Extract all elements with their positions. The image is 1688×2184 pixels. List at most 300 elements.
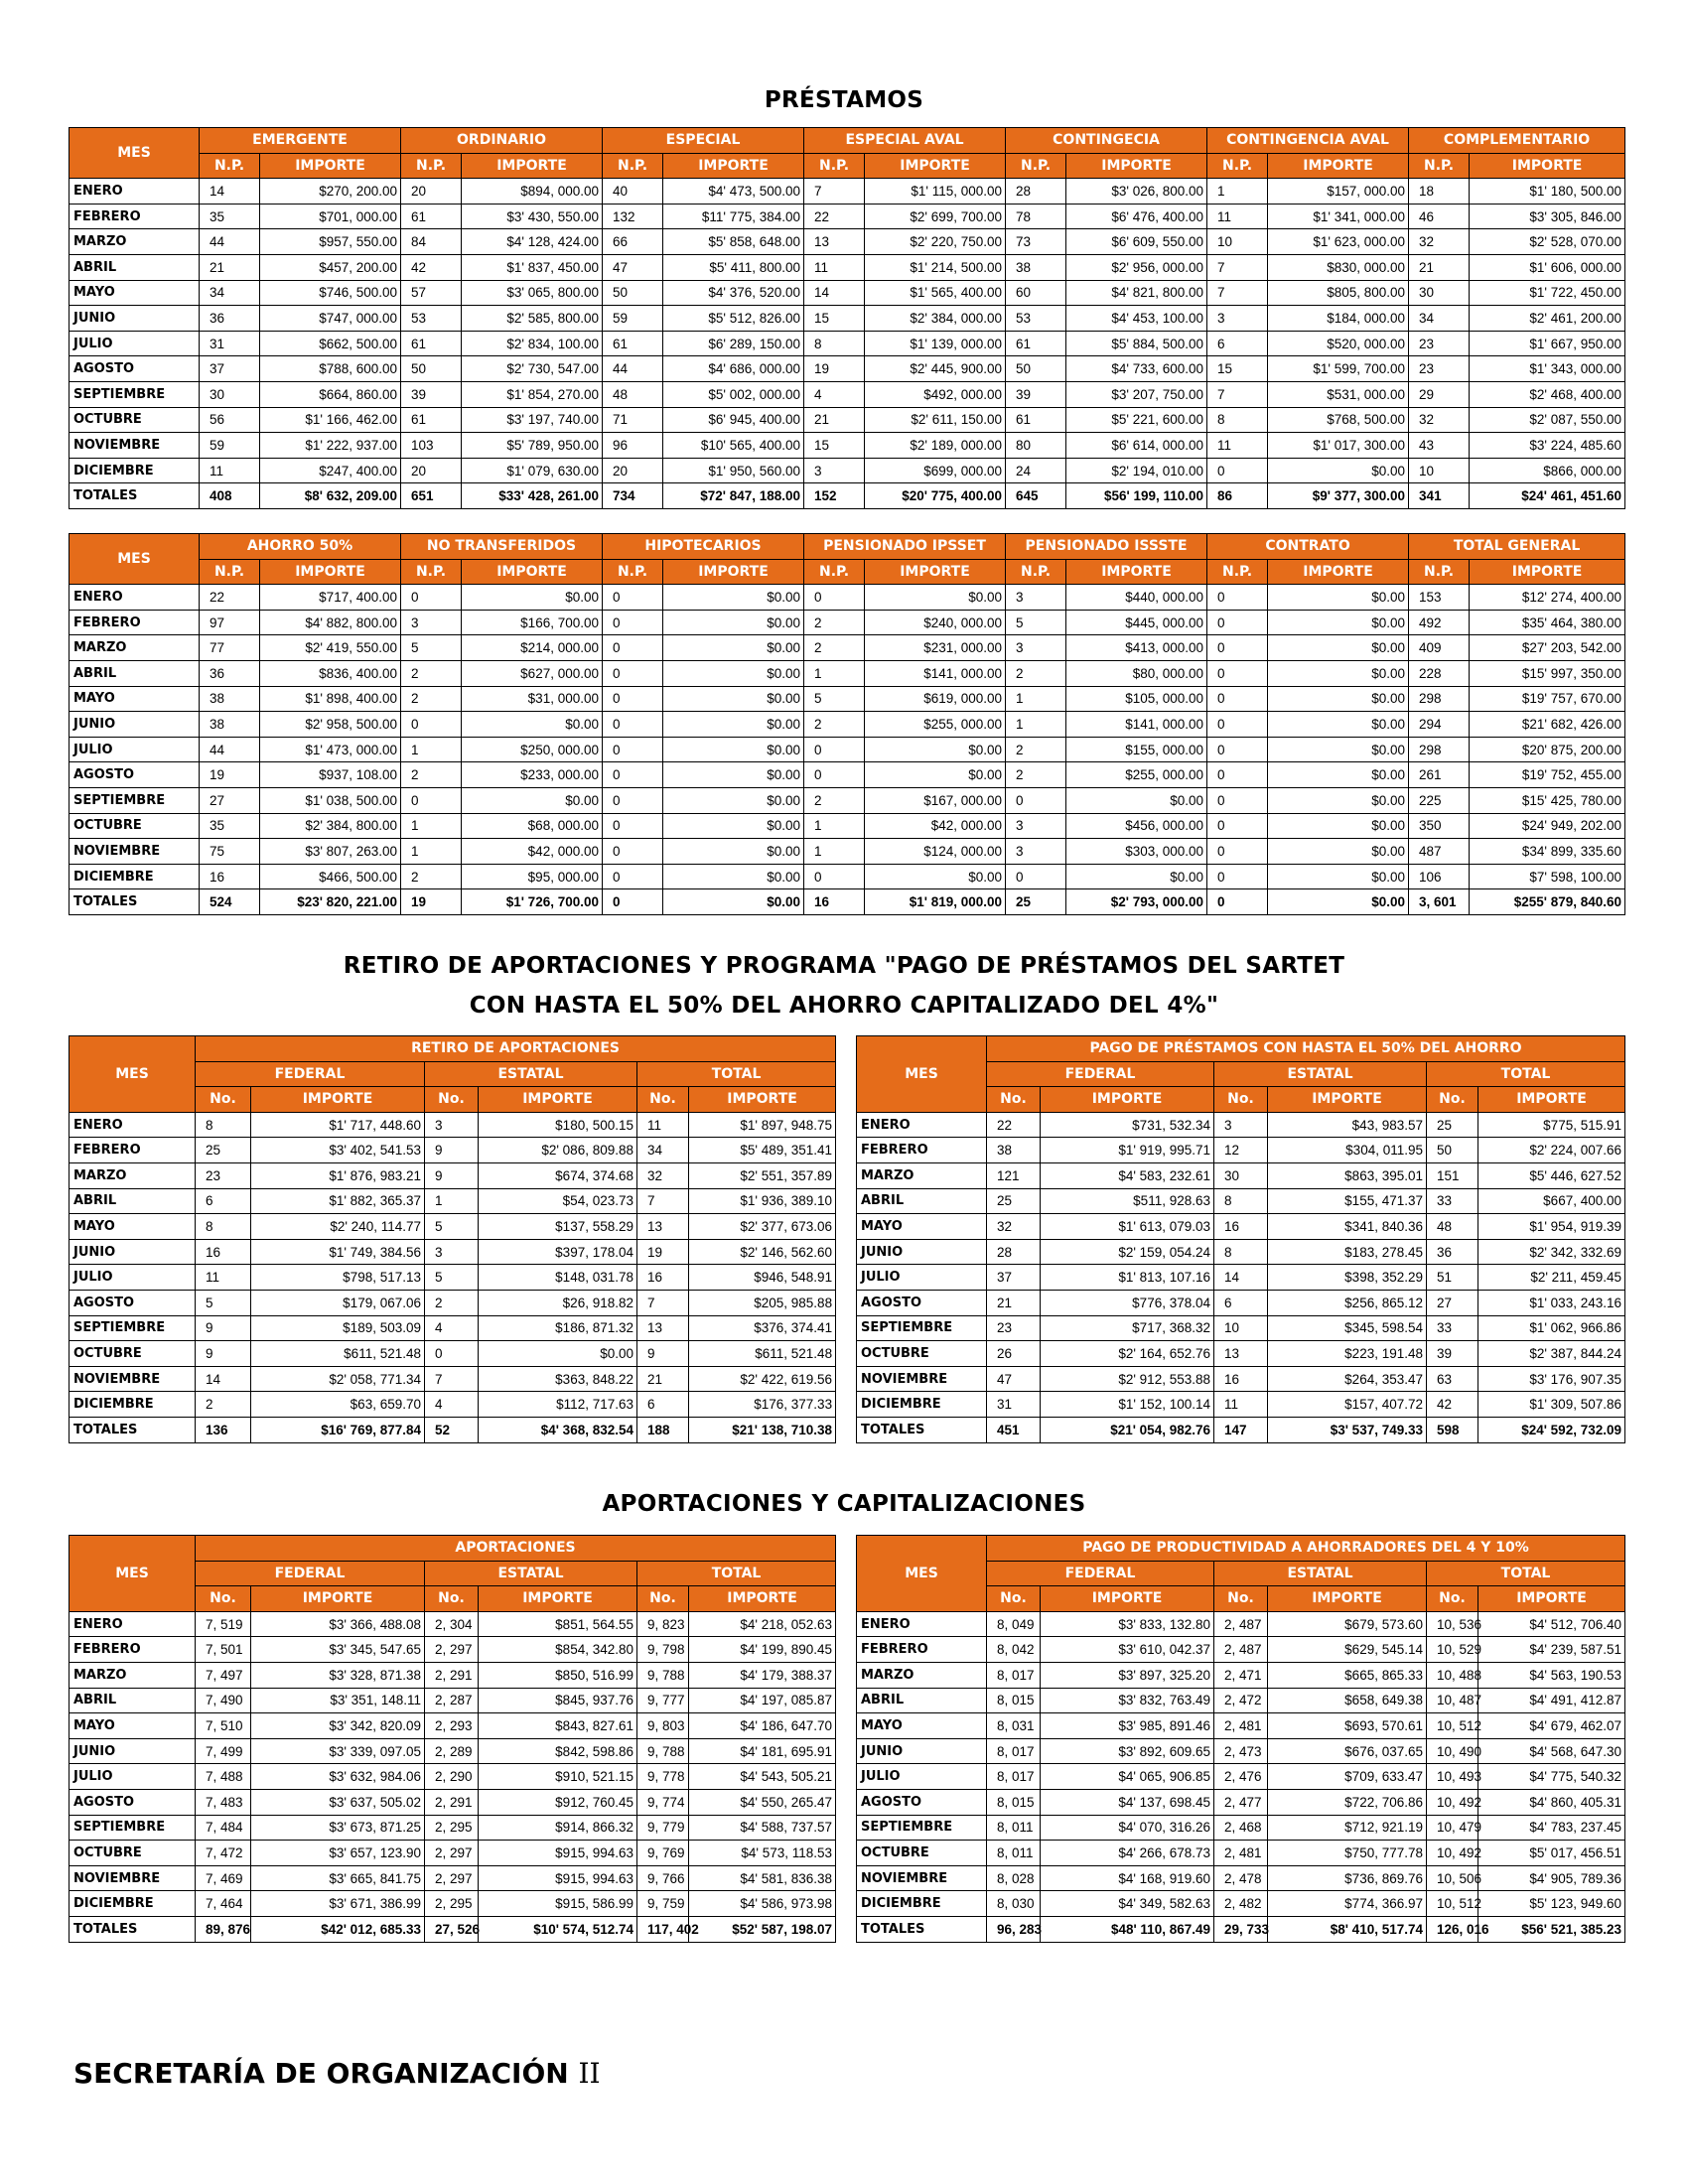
amount-cell: $2' 146, 562.60 — [689, 1239, 836, 1265]
amount-cell: $4' 775, 540.32 — [1478, 1764, 1625, 1790]
header-importe: IMPORTE — [865, 153, 1006, 179]
count-cell: 8, 031 — [987, 1713, 1041, 1739]
count-cell: 63 — [1427, 1366, 1478, 1392]
month-label: JUNIO — [857, 1738, 987, 1764]
table-prestamos-1 — [69, 127, 1624, 509]
amount-cell: $866, 000.00 — [1470, 458, 1625, 483]
header-importe: IMPORTE — [1041, 1087, 1214, 1113]
amount-cell: $1' 722, 450.00 — [1470, 280, 1625, 306]
title-prestamos: PRÉSTAMOS — [764, 87, 924, 113]
amount-cell: $95, 000.00 — [462, 864, 603, 889]
count-cell: 8, 011 — [987, 1841, 1041, 1866]
table-row — [857, 1688, 1625, 1713]
count-cell: 30 — [200, 381, 260, 407]
table-row — [857, 1841, 1625, 1866]
amount-cell: $26, 918.82 — [479, 1290, 637, 1315]
count-cell: 96, 283 — [987, 1916, 1041, 1942]
amount-cell: $4' 473, 500.00 — [663, 179, 804, 205]
table-row — [70, 204, 1625, 229]
count-cell: 0 — [425, 1341, 479, 1367]
month-label: FEBRERO — [70, 1138, 196, 1163]
table-prestamos-2 — [69, 533, 1624, 915]
table-row — [857, 1366, 1625, 1392]
table-productividad — [856, 1535, 1624, 1943]
month-label: SEPTIEMBRE — [857, 1815, 987, 1841]
count-cell: 14 — [1214, 1265, 1268, 1291]
table-row — [857, 1392, 1625, 1418]
amount-cell: $4' 376, 520.00 — [663, 280, 804, 306]
header-importe: IMPORTE — [1268, 1087, 1427, 1113]
title-retiro-line1: RETIRO DE APORTACIONES Y PROGRAMA "PAGO DE PRÉSTAMOS DEL SARTET — [343, 953, 1345, 979]
count-cell: 1 — [804, 660, 865, 686]
count-cell: 50 — [1006, 356, 1066, 382]
count-cell: 11 — [1207, 204, 1268, 229]
amount-cell: $4' 568, 647.30 — [1478, 1738, 1625, 1764]
amount-cell: $4' 550, 265.47 — [689, 1789, 836, 1815]
count-cell: 0 — [603, 864, 663, 889]
table-row — [857, 1290, 1625, 1315]
amount-cell: $247, 400.00 — [260, 458, 401, 483]
amount-cell: $21' 138, 710.38 — [689, 1417, 836, 1442]
amount-cell: $851, 564.55 — [479, 1611, 637, 1637]
table-row — [70, 1891, 836, 1917]
amount-cell: $2' 956, 000.00 — [1066, 254, 1207, 280]
count-cell: 37 — [200, 356, 260, 382]
table-row — [70, 1637, 836, 1663]
header-total: TOTAL — [637, 1061, 836, 1087]
count-cell: 7, 501 — [196, 1637, 251, 1663]
amount-cell: $0.00 — [663, 712, 804, 738]
amount-cell: $946, 548.91 — [689, 1265, 836, 1291]
amount-cell: $0.00 — [1268, 787, 1409, 813]
count-cell: 28 — [1006, 179, 1066, 205]
amount-cell: $3' 892, 609.65 — [1041, 1738, 1214, 1764]
count-cell: 38 — [200, 712, 260, 738]
month-label: AGOSTO — [70, 1789, 196, 1815]
amount-cell: $1' 854, 270.00 — [462, 381, 603, 407]
amount-cell: $3' 671, 386.99 — [251, 1891, 425, 1917]
title-retiro-line2: CON HASTA EL 50% DEL AHORRO CAPITALIZADO DEL 4%" — [469, 993, 1219, 1019]
count-cell: 10, 492 — [1427, 1841, 1478, 1866]
month-label: NOVIEMBRE — [70, 433, 200, 459]
header-importe: IMPORTE — [462, 559, 603, 585]
amount-cell: $250, 000.00 — [462, 737, 603, 762]
header-importe: IMPORTE — [251, 1586, 425, 1612]
amount-cell: $894, 000.00 — [462, 179, 603, 205]
month-label: SEPTIEMBRE — [70, 1315, 196, 1341]
amount-cell: $166, 700.00 — [462, 610, 603, 635]
header-group: CONTINGECIA — [1006, 128, 1207, 154]
count-cell: 524 — [200, 889, 260, 915]
month-label: MARZO — [70, 1162, 196, 1188]
month-label: NOVIEMBRE — [857, 1865, 987, 1891]
amount-cell: $3' 342, 820.09 — [251, 1713, 425, 1739]
count-cell: 8 — [196, 1214, 251, 1240]
table-row — [857, 1239, 1625, 1265]
count-cell: 20 — [401, 179, 462, 205]
amount-cell: $34' 899, 335.60 — [1470, 839, 1625, 865]
month-label: TOTALES — [70, 889, 200, 915]
amount-cell: $1' 950, 560.00 — [663, 458, 804, 483]
amount-cell: $214, 000.00 — [462, 635, 603, 661]
amount-cell: $141, 000.00 — [865, 660, 1006, 686]
amount-cell: $80, 000.00 — [1066, 660, 1207, 686]
amount-cell: $937, 108.00 — [260, 762, 401, 788]
header-total: TOTAL — [1427, 1561, 1625, 1586]
count-cell: 27 — [1427, 1290, 1478, 1315]
count-cell: 35 — [200, 813, 260, 839]
count-cell: 408 — [200, 483, 260, 509]
amount-cell: $1' 343, 000.00 — [1470, 356, 1625, 382]
count-cell: 38 — [987, 1138, 1041, 1163]
count-cell: 96 — [603, 433, 663, 459]
count-cell: 5 — [401, 635, 462, 661]
count-cell: 73 — [1006, 229, 1066, 255]
amount-cell: $4' 186, 647.70 — [689, 1713, 836, 1739]
table-row — [857, 1738, 1625, 1764]
header-group: NO TRANSFERIDOS — [401, 534, 603, 560]
amount-cell: $611, 521.48 — [689, 1341, 836, 1367]
month-label: ABRIL — [70, 1188, 196, 1214]
amount-cell: $48' 110, 867.49 — [1041, 1916, 1214, 1942]
amount-cell: $3' 430, 550.00 — [462, 204, 603, 229]
table-row — [857, 1265, 1625, 1291]
month-label: MAYO — [857, 1713, 987, 1739]
count-cell: 16 — [200, 864, 260, 889]
amount-cell: $233, 000.00 — [462, 762, 603, 788]
count-cell: 3 — [1006, 839, 1066, 865]
count-cell: 16 — [1214, 1366, 1268, 1392]
amount-cell: $4' 065, 906.85 — [1041, 1764, 1214, 1790]
count-cell: 0 — [401, 585, 462, 611]
count-cell: 42 — [1427, 1392, 1478, 1418]
table-row — [70, 737, 1625, 762]
count-cell: 34 — [1409, 306, 1470, 332]
count-cell: 2, 297 — [425, 1865, 479, 1891]
count-cell: 117, 402 — [637, 1916, 689, 1942]
amount-cell: $4' 137, 698.45 — [1041, 1789, 1214, 1815]
amount-cell: $2' 220, 750.00 — [865, 229, 1006, 255]
count-cell: 152 — [804, 483, 865, 509]
amount-cell: $3' 897, 325.20 — [1041, 1662, 1214, 1688]
amount-cell: $456, 000.00 — [1066, 813, 1207, 839]
month-label: AGOSTO — [70, 1290, 196, 1315]
amount-cell: $52' 587, 198.07 — [689, 1916, 836, 1942]
amount-cell: $4' 179, 388.37 — [689, 1662, 836, 1688]
count-cell: 2 — [401, 762, 462, 788]
month-label: TOTALES — [857, 1417, 987, 1442]
count-cell: 1 — [401, 839, 462, 865]
month-label: JULIO — [857, 1764, 987, 1790]
count-cell: 47 — [987, 1366, 1041, 1392]
amount-cell: $1' 882, 365.37 — [251, 1188, 425, 1214]
amount-cell: $56' 521, 385.23 — [1478, 1916, 1625, 1942]
amount-cell: $1' 079, 630.00 — [462, 458, 603, 483]
count-cell: 7, 499 — [196, 1738, 251, 1764]
amount-cell: $4' 583, 232.61 — [1041, 1162, 1214, 1188]
amount-cell: $413, 000.00 — [1066, 635, 1207, 661]
count-cell: 8 — [1214, 1188, 1268, 1214]
amount-cell: $157, 000.00 — [1268, 179, 1409, 205]
count-cell: 9, 788 — [637, 1738, 689, 1764]
header-np: N.P. — [401, 559, 462, 585]
count-cell: 11 — [637, 1112, 689, 1138]
table-row — [857, 1341, 1625, 1367]
amount-cell: $4' 581, 836.38 — [689, 1865, 836, 1891]
amount-cell: $4' 128, 424.00 — [462, 229, 603, 255]
amount-cell: $3' 197, 740.00 — [462, 407, 603, 433]
amount-cell: $2' 834, 100.00 — [462, 331, 603, 356]
amount-cell: $0.00 — [663, 610, 804, 635]
count-cell: 10 — [1409, 458, 1470, 483]
count-cell: 38 — [200, 686, 260, 712]
header-no: No. — [637, 1087, 689, 1113]
count-cell: 0 — [603, 889, 663, 915]
count-cell: 7, 483 — [196, 1789, 251, 1815]
month-label: MAYO — [70, 1214, 196, 1240]
count-cell: 59 — [200, 433, 260, 459]
amount-cell: $0.00 — [663, 839, 804, 865]
totals-row — [70, 1417, 836, 1442]
table-row — [857, 1713, 1625, 1739]
table-row — [857, 1214, 1625, 1240]
count-cell: 33 — [1427, 1315, 1478, 1341]
header-np: N.P. — [1006, 153, 1066, 179]
count-cell: 7 — [425, 1366, 479, 1392]
count-cell: 2, 289 — [425, 1738, 479, 1764]
amount-cell: $2' 377, 673.06 — [689, 1214, 836, 1240]
amount-cell: $1' 606, 000.00 — [1470, 254, 1625, 280]
amount-cell: $176, 377.33 — [689, 1392, 836, 1418]
count-cell: 0 — [1207, 762, 1268, 788]
count-cell: 7, 488 — [196, 1764, 251, 1790]
header-mes: MES — [70, 1536, 196, 1612]
count-cell: 294 — [1409, 712, 1470, 738]
count-cell: 9 — [637, 1341, 689, 1367]
header-importe: IMPORTE — [462, 153, 603, 179]
table-row — [70, 1290, 836, 1315]
month-label: TOTALES — [70, 483, 200, 509]
count-cell: 7 — [1207, 381, 1268, 407]
amount-cell: $341, 840.36 — [1268, 1214, 1427, 1240]
amount-cell: $2' 384, 800.00 — [260, 813, 401, 839]
count-cell: 1 — [1207, 179, 1268, 205]
count-cell: 29 — [1409, 381, 1470, 407]
count-cell: 2, 468 — [1214, 1815, 1268, 1841]
count-cell: 19 — [804, 356, 865, 382]
count-cell: 11 — [1214, 1392, 1268, 1418]
amount-cell: $736, 869.76 — [1268, 1865, 1427, 1891]
header-no: No. — [987, 1087, 1041, 1113]
amount-cell: $4' 266, 678.73 — [1041, 1841, 1214, 1866]
count-cell: 2 — [425, 1290, 479, 1315]
month-label: MARZO — [70, 229, 200, 255]
count-cell: 298 — [1409, 737, 1470, 762]
count-cell: 14 — [804, 280, 865, 306]
count-cell: 27 — [200, 787, 260, 813]
month-label: AGOSTO — [70, 356, 200, 382]
month-label: MARZO — [857, 1662, 987, 1688]
count-cell: 38 — [1006, 254, 1066, 280]
header-no: No. — [637, 1586, 689, 1612]
count-cell: 50 — [401, 356, 462, 382]
amount-cell: $776, 378.04 — [1041, 1290, 1214, 1315]
month-label: ENERO — [70, 1611, 196, 1637]
amount-cell: $1' 813, 107.16 — [1041, 1265, 1214, 1291]
amount-cell: $141, 000.00 — [1066, 712, 1207, 738]
amount-cell: $0.00 — [462, 787, 603, 813]
header-np: N.P. — [200, 559, 260, 585]
amount-cell: $303, 000.00 — [1066, 839, 1207, 865]
count-cell: 32 — [1409, 407, 1470, 433]
count-cell: 2, 476 — [1214, 1764, 1268, 1790]
count-cell: 25 — [1006, 889, 1066, 915]
count-cell: 3, 601 — [1409, 889, 1470, 915]
table-row — [857, 1315, 1625, 1341]
count-cell: 19 — [200, 762, 260, 788]
count-cell: 3 — [1006, 635, 1066, 661]
count-cell: 2, 287 — [425, 1688, 479, 1713]
month-label: ENERO — [70, 1112, 196, 1138]
footer-org-text: SECRETARÍA DE ORGANIZACIÓN — [73, 2057, 569, 2090]
header-importe: IMPORTE — [251, 1087, 425, 1113]
amount-cell: $676, 037.65 — [1268, 1738, 1427, 1764]
table-row — [70, 1611, 836, 1637]
count-cell: 3 — [1006, 585, 1066, 611]
amount-cell: $830, 000.00 — [1268, 254, 1409, 280]
amount-cell: $0.00 — [663, 585, 804, 611]
count-cell: 261 — [1409, 762, 1470, 788]
amount-cell: $6' 609, 550.00 — [1066, 229, 1207, 255]
amount-cell: $511, 928.63 — [1041, 1188, 1214, 1214]
count-cell: 2, 473 — [1214, 1738, 1268, 1764]
amount-cell: $3' 807, 263.00 — [260, 839, 401, 865]
count-cell: 44 — [603, 356, 663, 382]
amount-cell: $1' 214, 500.00 — [865, 254, 1006, 280]
amount-cell: $611, 521.48 — [251, 1341, 425, 1367]
amount-cell: $1' 954, 919.39 — [1478, 1214, 1625, 1240]
count-cell: 9 — [425, 1138, 479, 1163]
amount-cell: $4' 070, 316.26 — [1041, 1815, 1214, 1841]
header-importe: IMPORTE — [1268, 153, 1409, 179]
count-cell: 8, 015 — [987, 1688, 1041, 1713]
count-cell: 16 — [1214, 1214, 1268, 1240]
count-cell: 43 — [1409, 433, 1470, 459]
header-group: PENSIONADO ISSSTE — [1006, 534, 1207, 560]
amount-cell: $0.00 — [1268, 889, 1409, 915]
count-cell: 44 — [200, 737, 260, 762]
count-cell: 29, 733 — [1214, 1916, 1268, 1942]
amount-cell: $2' 342, 332.69 — [1478, 1239, 1625, 1265]
count-cell: 2, 487 — [1214, 1611, 1268, 1637]
month-label: TOTALES — [70, 1417, 196, 1442]
amount-cell: $717, 368.32 — [1041, 1315, 1214, 1341]
count-cell: 2 — [1006, 762, 1066, 788]
amount-cell: $1' 341, 000.00 — [1268, 204, 1409, 229]
count-cell: 30 — [1214, 1162, 1268, 1188]
table-row — [70, 1239, 836, 1265]
amount-cell: $345, 598.54 — [1268, 1315, 1427, 1341]
amount-cell: $619, 000.00 — [865, 686, 1006, 712]
amount-cell: $4' 168, 919.60 — [1041, 1865, 1214, 1891]
amount-cell: $5' 789, 950.00 — [462, 433, 603, 459]
amount-cell: $3' 637, 505.02 — [251, 1789, 425, 1815]
count-cell: 5 — [425, 1214, 479, 1240]
amount-cell: $798, 517.13 — [251, 1265, 425, 1291]
count-cell: 10 — [1214, 1315, 1268, 1341]
month-label: FEBRERO — [70, 610, 200, 635]
count-cell: 132 — [603, 204, 663, 229]
month-label: DICIEMBRE — [70, 1891, 196, 1917]
amount-cell: $457, 200.00 — [260, 254, 401, 280]
amount-cell: $5' 123, 949.60 — [1478, 1891, 1625, 1917]
amount-cell: $0.00 — [479, 1341, 637, 1367]
amount-cell: $0.00 — [865, 585, 1006, 611]
amount-cell: $205, 985.88 — [689, 1290, 836, 1315]
count-cell: 0 — [804, 762, 865, 788]
header-total: TOTAL — [637, 1561, 836, 1586]
amount-cell: $4' 882, 800.00 — [260, 610, 401, 635]
header-federal: FEDERAL — [196, 1061, 425, 1087]
amount-cell: $6' 614, 000.00 — [1066, 433, 1207, 459]
header-group: AHORRO 50% — [200, 534, 401, 560]
count-cell: 0 — [1207, 787, 1268, 813]
amount-cell: $1' 115, 000.00 — [865, 179, 1006, 205]
count-cell: 80 — [1006, 433, 1066, 459]
count-cell: 2, 478 — [1214, 1865, 1268, 1891]
amount-cell: $2' 387, 844.24 — [1478, 1341, 1625, 1367]
amount-cell: $2' 087, 550.00 — [1470, 407, 1625, 433]
totals-row — [70, 1916, 836, 1942]
month-label: FEBRERO — [70, 204, 200, 229]
count-cell: 61 — [401, 204, 462, 229]
count-cell: 84 — [401, 229, 462, 255]
header-total: TOTAL — [1427, 1061, 1625, 1087]
header-group: PENSIONADO IPSSET — [804, 534, 1006, 560]
count-cell: 8, 042 — [987, 1637, 1041, 1663]
header-importe: IMPORTE — [663, 153, 804, 179]
count-cell: 153 — [1409, 585, 1470, 611]
amount-cell: $1' 152, 100.14 — [1041, 1392, 1214, 1418]
count-cell: 2, 487 — [1214, 1637, 1268, 1663]
amount-cell: $20' 875, 200.00 — [1470, 737, 1625, 762]
count-cell: 13 — [637, 1315, 689, 1341]
amount-cell: $33' 428, 261.00 — [462, 483, 603, 509]
table-row — [70, 864, 1625, 889]
header-estatal: ESTATAL — [1214, 1561, 1427, 1586]
amount-cell: $4' 543, 505.21 — [689, 1764, 836, 1790]
amount-cell: $2' 445, 900.00 — [865, 356, 1006, 382]
amount-cell: $23' 820, 221.00 — [260, 889, 401, 915]
amount-cell: $445, 000.00 — [1066, 610, 1207, 635]
month-label: ENERO — [857, 1112, 987, 1138]
count-cell: 9, 774 — [637, 1789, 689, 1815]
amount-cell: $0.00 — [865, 737, 1006, 762]
amount-cell: $1' 062, 966.86 — [1478, 1315, 1625, 1341]
count-cell: 7, 519 — [196, 1611, 251, 1637]
amount-cell: $155, 000.00 — [1066, 737, 1207, 762]
amount-cell: $3' 305, 846.00 — [1470, 204, 1625, 229]
productividad-grid — [856, 1535, 1625, 1943]
amount-cell: $665, 865.33 — [1268, 1662, 1427, 1688]
count-cell: 2, 482 — [1214, 1891, 1268, 1917]
amount-cell: $4' 905, 789.36 — [1478, 1865, 1625, 1891]
header-importe: IMPORTE — [1470, 153, 1625, 179]
amount-cell: $1' 017, 300.00 — [1268, 433, 1409, 459]
count-cell: 2, 297 — [425, 1841, 479, 1866]
amount-cell: $304, 011.95 — [1268, 1138, 1427, 1163]
table-row — [70, 610, 1625, 635]
